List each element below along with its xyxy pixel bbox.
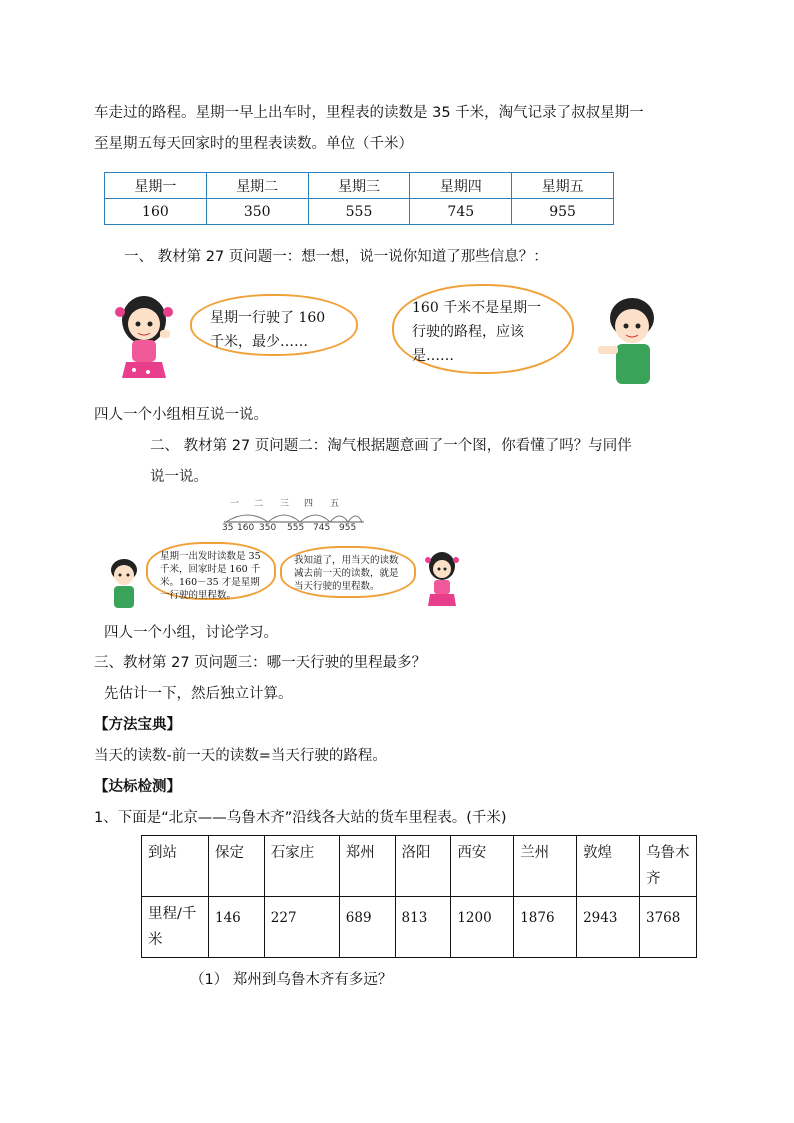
day-label: 五: [330, 499, 340, 509]
table-header-cell: 郑州: [339, 836, 395, 897]
railway-distance-table: [141, 835, 697, 958]
table-cell: 350: [206, 199, 308, 225]
table-cell: 813: [395, 897, 451, 958]
intro-line-2: 至星期五每天回家时的里程表读数。单位（千米）: [94, 136, 413, 152]
table-row: [142, 897, 697, 958]
question-1: 一、 教材第 27 页问题一：想一想，说一说你知道了那些信息？：: [124, 249, 548, 265]
table-cell: 745: [410, 199, 512, 225]
number-label: 350: [259, 523, 277, 533]
table-header-cell: 星期五: [512, 173, 614, 199]
boy-illustration-small: [100, 556, 146, 614]
girl-illustration-small: [420, 550, 464, 612]
question-2-note: 四人一个小组，讨论学习。: [104, 625, 278, 641]
table-cell: 955: [512, 199, 614, 225]
table-header-cell: 星期四: [410, 173, 512, 199]
girl-speech-bubble-small: 我知道了，用当天的读数减去前一天的读数，就是当天行驶的里程数。: [280, 546, 416, 598]
boy-speech-bubble: 160 千米不是星期一行驶的路程，应该是……: [392, 284, 574, 374]
day-label: 四: [304, 499, 314, 509]
question-3: 三、教材第 27 页问题三：哪一天行驶的里程最多？: [94, 655, 427, 671]
table-cell: 160: [105, 199, 207, 225]
table-header-cell: 保定: [209, 836, 265, 897]
table-cell: 1200: [451, 897, 514, 958]
table-header-cell: 星期三: [308, 173, 410, 199]
number-label: 555: [287, 523, 305, 533]
intro-line-1: 车走过的路程。星期一早上出车时，里程表的读数是 35 千米，淘气记录了叔叔星期一: [94, 105, 644, 121]
check-heading: 【达标检测】: [94, 779, 181, 795]
table-header-cell: 星期二: [206, 173, 308, 199]
table-header-cell: 星期一: [105, 173, 207, 199]
girl-speech-bubble: 星期一行驶了 160 千米，最少……: [190, 294, 358, 356]
day-label: 三: [280, 499, 290, 509]
number-label: 160: [237, 523, 255, 533]
question-3-sub: 先估计一下，然后独立计算。: [104, 686, 293, 702]
check-question-1: 1、下面是“北京——乌鲁木齐”沿线各大站的货车里程表。(千米): [94, 810, 507, 826]
table-cell: 里程/千米: [142, 897, 209, 958]
odometer-table: [104, 172, 614, 225]
table-header-cell: 西安: [451, 836, 514, 897]
question-1-note: 四人一个小组相互说一说。: [94, 407, 268, 423]
table-cell: 3768: [640, 897, 697, 958]
table-row: [105, 199, 614, 225]
boy-illustration: [590, 292, 670, 396]
method-heading: 【方法宝典】: [94, 717, 181, 733]
table-header-cell: 石家庄: [264, 836, 339, 897]
table-row: [105, 173, 614, 199]
number-label: 35: [222, 523, 234, 533]
table-header-cell: 洛阳: [395, 836, 451, 897]
table-row: [142, 836, 697, 897]
table-header-cell: 敦煌: [577, 836, 640, 897]
table-cell: 1876: [514, 897, 577, 958]
table-header-cell: 到站: [142, 836, 209, 897]
number-label: 745: [313, 523, 331, 533]
method-text: 当天的读数-前一天的读数=当天行驶的路程。: [94, 748, 387, 764]
day-label: 一: [230, 499, 240, 509]
table-cell: 689: [339, 897, 395, 958]
boy-speech-bubble-small: 星期一出发时读数是 35 千米，回家时是 160 千米。160－35 才是星期一行驶的里程数。: [146, 542, 276, 600]
table-header-cell: 兰州: [514, 836, 577, 897]
table-cell: 555: [308, 199, 410, 225]
day-label: 二: [254, 499, 264, 509]
table-cell: 2943: [577, 897, 640, 958]
girl-illustration: [104, 290, 184, 390]
question-2-line-1: 二、 教材第 27 页问题二：淘气根据题意画了一个图，你看懂了吗？与同伴: [150, 438, 632, 454]
table-header-cell: 乌鲁木齐: [640, 836, 697, 897]
table-cell: 227: [264, 897, 339, 958]
check-sub-question-1: （1） 郑州到乌鲁木齐有多远？: [190, 972, 393, 988]
question-2-line-2: 说一说。: [150, 469, 208, 485]
table-cell: 146: [209, 897, 265, 958]
number-label: 955: [339, 523, 357, 533]
